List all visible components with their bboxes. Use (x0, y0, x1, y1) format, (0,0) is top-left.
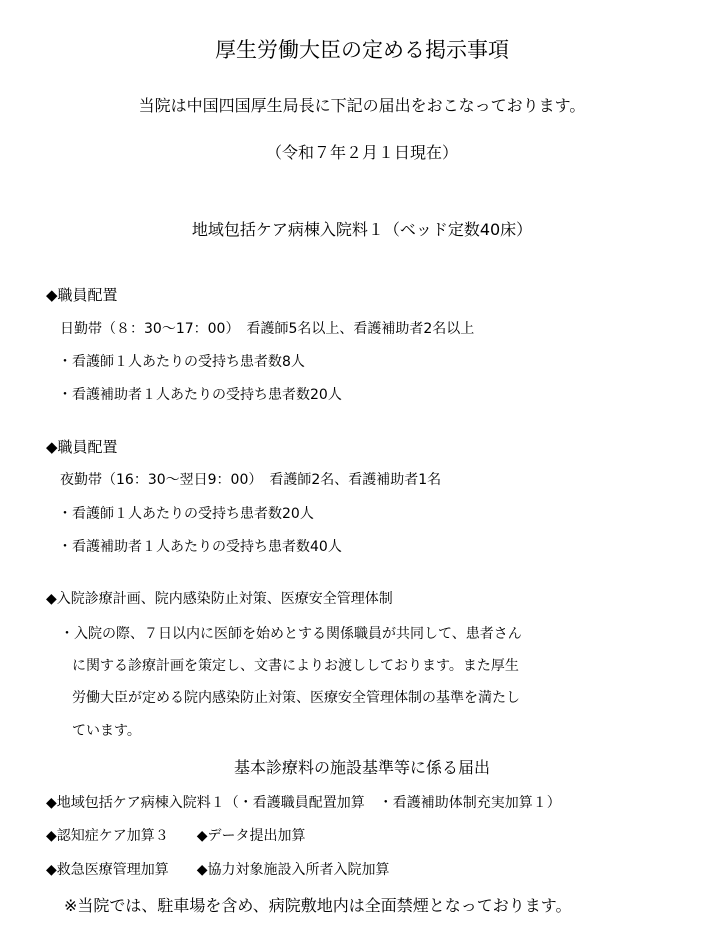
ward-heading: 地域包括ケア病棟入院料１（ベッド定数40床） (191, 220, 533, 239)
no-smoking-notice: ※当院では、駐車場を含め、病院敷地内は全面禁煙となっております。 (64, 896, 572, 915)
facility-item: ◆地域包括ケア病棟入院料１（・看護職員配置加算 ・看護補助体制充実加算１） (46, 795, 561, 811)
paragraph-line: 労働大臣が定める院内感染防止対策、医療安全管理体制の基準を満たし (72, 690, 520, 706)
section-heading: ◆入院診療計画、院内感染防止対策、医療安全管理体制 (46, 591, 393, 607)
section-heading: ◆職員配置 (46, 438, 118, 456)
date-text: （令和７年２月１日現在） (265, 143, 458, 162)
bullet-item: ・看護補助者１人あたりの受持ち患者数20人 (58, 387, 342, 403)
bullet-item: ・看護補助者１人あたりの受持ち患者数40人 (58, 539, 342, 555)
document-title: 厚生労働大臣の定める掲示事項 (215, 38, 509, 62)
facility-heading: 基本診療料の施設基準等に係る届出 (233, 758, 490, 777)
bullet-item: ・看護師１人あたりの受持ち患者数8人 (58, 354, 305, 370)
intro-text: 当院は中国四国厚生局長に下記の届出をおこなっております。 (138, 96, 586, 115)
section-heading: ◆職員配置 (46, 286, 118, 304)
facility-item: ◆認知症ケア加算３ ◆データ提出加算 (46, 828, 306, 844)
paragraph-line: に関する診療計画を策定し、文書によりお渡ししております。また厚生 (72, 658, 519, 674)
shift-line: 日勤帯（８：30～17：00） 看護師5名以上、看護補助者2名以上 (60, 321, 475, 337)
paragraph-line: ・入院の際、７日以内に医師を始めとする関係職員が共同して、患者さん (60, 626, 522, 642)
paragraph-line: ています。 (72, 723, 141, 739)
shift-line: 夜勤帯（16：30～翌日9：00） 看護師2名、看護補助者1名 (60, 472, 442, 488)
bullet-item: ・看護師１人あたりの受持ち患者数20人 (58, 506, 314, 522)
facility-item: ◆救急医療管理加算 ◆協力対象施設入所者入院加算 (46, 862, 390, 878)
